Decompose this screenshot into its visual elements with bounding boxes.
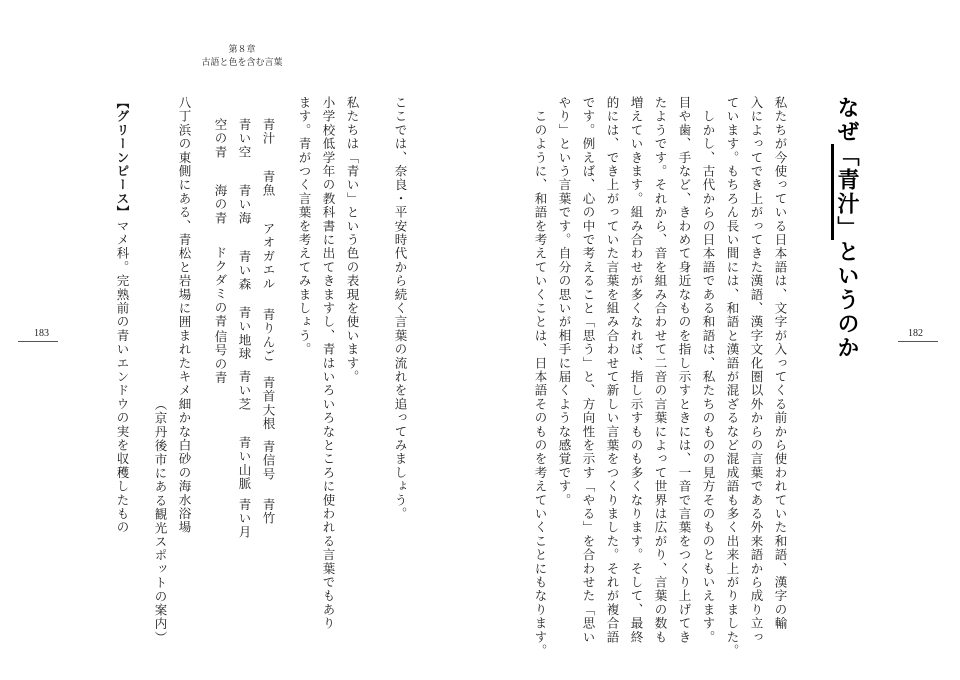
definition-text: マメ科。完熟前の青いエンドウの実を収穫したもの [115, 219, 130, 535]
word-item: 青い空 [237, 118, 252, 160]
word-item: 青い芝 [237, 370, 252, 412]
body-line: 目や歯、手など、きわめて身近なものを指し示すときには、一音で言葉をつくり上げてき [677, 96, 692, 644]
body-line: やり」という言葉です。自分の思いが相手に届くような感覚です。 [557, 96, 572, 507]
word-item: アオガエル [261, 222, 276, 291]
body-line: 増えていきます。組み合わせが多くなれば、指し示すものも多くなります。そして、最終 [629, 96, 644, 644]
body-line: 入によってでき上がってきた漢語、漢字文化圏以外からの言葉である外来語から成り立っ [749, 96, 764, 644]
word-item: 青い山脈 [237, 436, 252, 491]
paragraph-line: ます。青がつく言葉を考えてみましょう。 [297, 96, 312, 357]
word-item: 青魚 [261, 170, 276, 198]
quote-source: （京丹後市にある観光スポットの案内） [153, 398, 168, 645]
word-item: 青い月 [237, 498, 252, 540]
body-line: 私たちが今使っている日本語は、文字が入ってくる前から使われていた和語、漢字の輸 [773, 96, 788, 631]
section-heading [832, 96, 860, 360]
word-item: 青い森 [237, 250, 252, 292]
word-item: 青い地球 [237, 306, 252, 361]
word-item: ドクダミの青 [213, 246, 228, 329]
heading-highlight: 「青汁」 [831, 144, 859, 240]
word-item: 空の青 [213, 118, 228, 160]
body-line: 的には、でき上がっていた言葉を組み合わせて新しい言葉をつくりました。それが複合語 [605, 96, 620, 644]
paragraph-line: 小学校低学年の教科書に出てきますし、青はいろいろなところに使われる言葉でもあり [321, 96, 336, 631]
heading-pre: なぜ [834, 96, 859, 144]
chapter-title: 古語と色を含む言葉 [201, 58, 283, 68]
body-line: このように、和語を考えていくことは、日本語そのものを考えていくことにもなります。 [533, 96, 548, 658]
body-line: ています。もちろん長い間には、和語と漢語が混ざるなど混成語も多く出来上がりました。 [725, 96, 740, 658]
word-item: 青い海 [237, 184, 252, 226]
body-line: しかし、古代からの日本語である和語は、私たちのものの見方そのものともいえます。 [701, 96, 716, 644]
heading-post: というのか [834, 240, 859, 360]
page-number-rule-left [18, 341, 58, 342]
body-line: たようです。それから、音を組み合わせて二音の言葉によって世界は広がり、言葉の数も [653, 96, 668, 644]
page-number-rule-right [898, 341, 938, 342]
page-number-right: 182 [908, 328, 923, 339]
page-number-left: 183 [34, 328, 49, 339]
word-item: 青汁 [261, 118, 276, 146]
body-line: です。例えば、心の中で考えること「思う」と、方向性を示す「やる」を合わせた「思い [581, 96, 596, 644]
intro-line: ここでは、奈良・平安時代から続く言葉の流れを追ってみましょう。 [393, 96, 408, 521]
definition-line [110, 96, 134, 534]
word-item: 青りんご [261, 308, 276, 363]
word-item: 海の青 [213, 184, 228, 226]
word-item: 青信号 [261, 440, 276, 482]
chapter-header [192, 44, 292, 70]
word-item: 青竹 [261, 498, 276, 526]
chapter-number: 第８章 [228, 45, 256, 55]
word-item: 信号の青 [213, 330, 228, 385]
quote-line: 八丁浜の東側にある、青松と岩場に囲まれたキメ細かな白砂の海水浴場 [177, 96, 192, 535]
paragraph-line: 私たちは「青い」という色の表現を使います。 [345, 96, 360, 384]
word-item: 青首大根 [261, 376, 276, 431]
definition-label: 【グリーンピース】 [115, 96, 130, 220]
